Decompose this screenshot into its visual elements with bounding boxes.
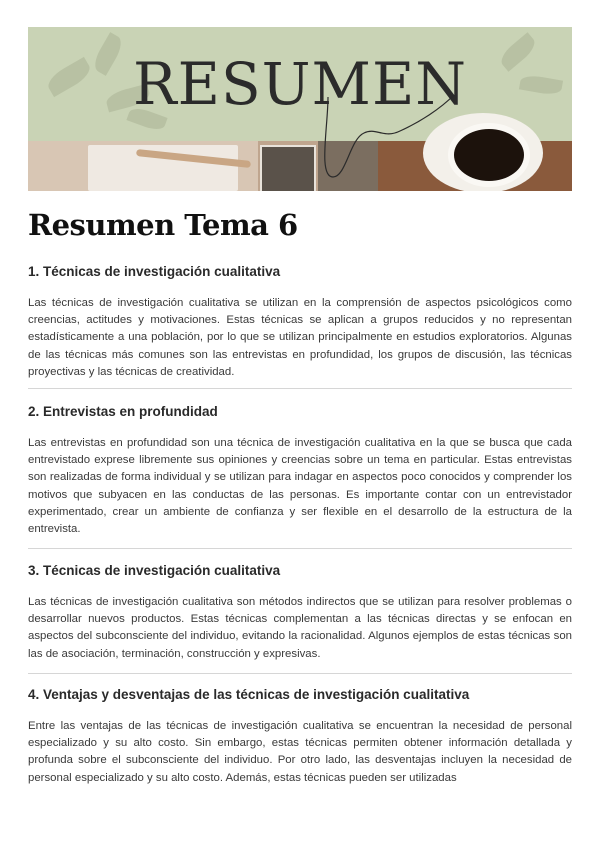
section-2 — [28, 402, 572, 538]
section-body: Las técnicas de investigación cualitativa son métodos indirectos que se utilizan para resolver problemas o desarrollar nuevos productos. Estas técnicas complementan a las técnicas directas y se enfocan en aspectos del subconsciente del individuo, evitando la racionalidad. Algunos ejemplos de estas técnicas son las de asociación, terminación, construcción y expresivas. — [28, 596, 572, 660]
section-divider — [28, 673, 572, 674]
signature-swirl-icon — [28, 27, 572, 191]
section-heading: 1. Técnicas de investigación cualitativa — [28, 264, 281, 279]
section-heading: 2. Entrevistas en profundidad — [28, 404, 218, 419]
section-divider — [28, 548, 572, 549]
section-3 — [28, 561, 572, 663]
page-title: Resumen Tema 6 — [28, 208, 298, 242]
section-1 — [28, 262, 572, 381]
section-body: Entre las ventajas de las técnicas de investigación cualitativa se encuentran la necesidad de personal especializado y su alto costo. Sin embargo, estas técnicas permiten obtener información detallada y profunda sobre el subconsciente del individuo. Por otro lado, las desventajas incluyen la necesidad de personal especializado y su alto costo. Además, estas técnicas pueden ser utilizadas — [28, 720, 572, 784]
section-heading: 4. Ventajas y desventajas de las técnicas de investigación cualitativa — [28, 687, 470, 702]
banner-title: RESUMEN — [132, 50, 468, 118]
section-heading: 3. Técnicas de investigación cualitativa — [28, 563, 281, 578]
section-body: Las técnicas de investigación cualitativa se utilizan en la comprensión de aspectos psicológicos como creencias, actitudes y motivaciones. Estas técnicas se aplican a grupos reducidos y no representan estadísticamente a una población, por lo que se utilizan principalmente en estudios exploratorios. Algunas de las técnicas más comunes son las entrevistas en profundidad, los grupos de discusión, las técnicas proyectivas y las técnicas de creatividad. — [28, 297, 572, 378]
section-divider — [28, 388, 572, 389]
header-banner — [28, 27, 572, 191]
section-4 — [28, 685, 572, 787]
section-body: Las entrevistas en profundidad son una técnica de investigación cualitativa en la que se busca que cada entrevistado exprese libremente sus opiniones y creencias sobre un tema en particular. Estas entrevistas son realizadas de forma individual y se utilizan para indagar en aspectos poco conocidos y comprender los motivos que subyacen en las conductas de las personas. Es importante contar con un entrevistador experimentado, crear un ambiente de confianza y ser flexible en el desarrollo de la estructura de la entrevista. — [28, 437, 572, 536]
